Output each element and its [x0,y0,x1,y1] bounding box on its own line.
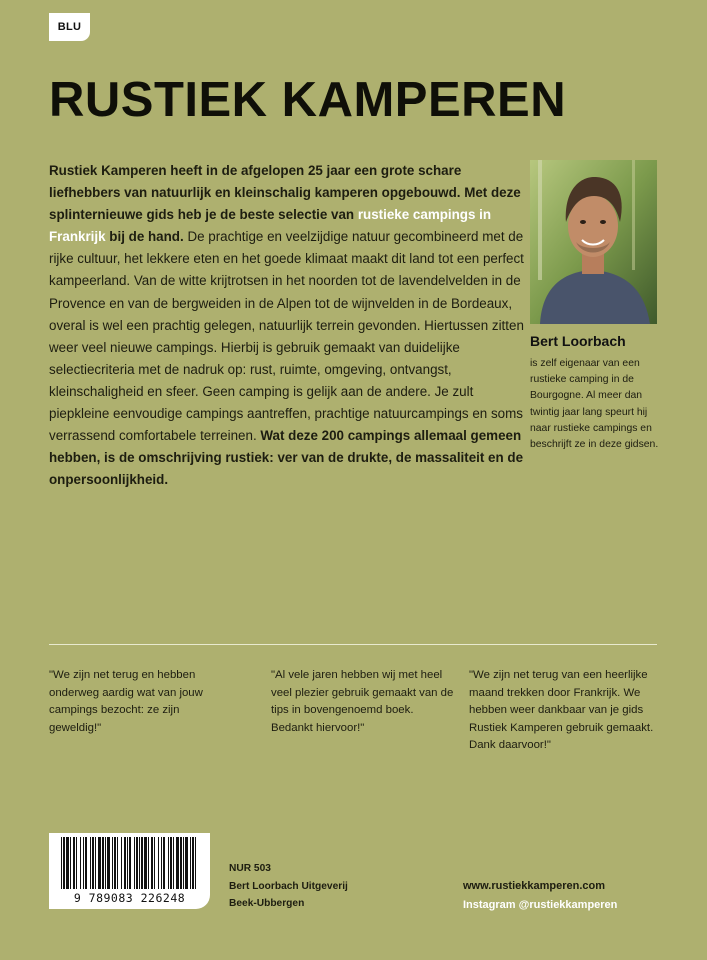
section-divider [49,644,657,645]
author-name: Bert Loorbach [530,333,626,349]
barcode-bars [59,837,200,891]
isbn-barcode [49,833,210,909]
reader-quote-2: "Al vele jaren hebben wij met heel veel plezier gebruik gemaakt van de tips in bovengenoemd boek. Bedankt hiervoor!" [271,669,454,734]
author-bio: is zelf eigenaar van een rustieke camping in de Bourgogne. Al meer dan twintig jaar lang speurt hij naar rustieke campings en beschrijft ze in deze gidsen. [530,358,659,451]
blurb-intro: Rustiek Kamperen heeft in de afgelopen 25 jaar een grote schare liefhebbers van natuurlijk en kleinschalig kamperen opgebouwd. Met deze splinternieuwe gids heb je de beste selectie van [49,163,521,223]
reader-quote-3: "We zijn net terug van een heerlijke maand trekken door Frankrijk. We hebben weer dankbaar van je gids Rustiek Kamperen gebruik gemaakt. Dank daarvoor!" [469,669,654,752]
book-blurb [49,160,525,491]
reader-quote-1: "We zijn net terug en hebben onderweg aardig wat van jouw campings bezocht: ze zijn geweldig!" [49,669,203,734]
isbn-number: 9 789083 226248 [73,891,186,905]
blurb-body: De prachtige en veelzijdige natuur gecombineerd met de rijke cultuur, het lekkere eten en het goede klimaat maakt dit land tot een perfect kampeerland. Van de witte krijtrotsen in het noorden tot de lavendelvelden in de Provence en van de bergweiden in de Alpen tot de wijnvelden in de Bordeaux, overal is wel een prachtig gelegen, natuurlijk terrein gevonden. Hiertussen zitten weer veel nieuwe campings. Hierbij is gebruik gemaakt van duidelijke selectiecriteria met de nadruk op: rust, ruimte, omgeving, ontvangst, kleinschaligheid en sfeer. Geen camping is gelijk aan de andere. Je zult piepkleine eenvoudige campings aantreffen, prachtige natuurcampings en soms verrassend comfortabele terreinen. [49,229,524,444]
contact-links [463,877,617,915]
publisher-info [229,860,348,913]
instagram-link[interactable]: Instagram @rustiekkamperen [463,899,618,911]
blurb-closing: Wat deze 200 campings allemaal gemeen hebben, is de omschrijving rustiek: ver van de drukte, de massaliteit en de onpersoonlijkheid. [49,428,524,488]
blurb-highlight: rustieke campings in Frankrijk [49,207,492,245]
website-link[interactable]: www.rustiekkamperen.com [463,880,606,892]
publisher-logo: BLU [49,13,90,41]
nur-code: NUR 503 [229,863,271,874]
author-photo [530,160,657,324]
author-portrait-image [530,160,657,324]
book-title: RUSTIEK KAMPEREN [49,73,567,127]
blurb-intro-end: bij de hand. [105,229,184,245]
publisher-name: Bert Loorbach Uitgeverij [229,880,348,892]
publisher-location: Beek-Ubbergen [229,898,305,909]
